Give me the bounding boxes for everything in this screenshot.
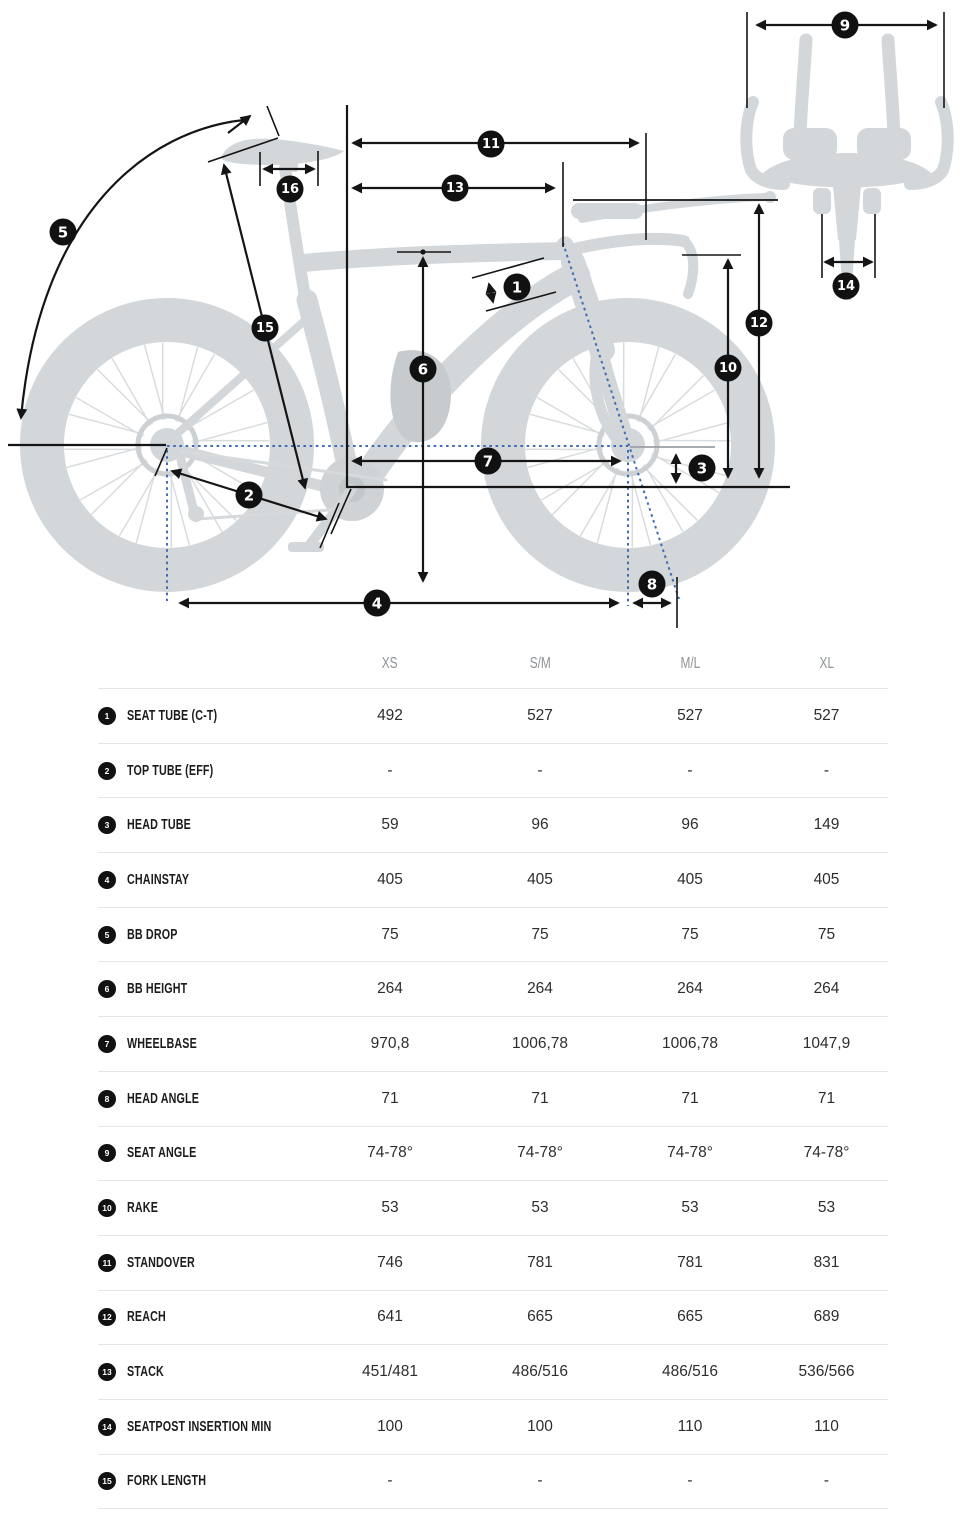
- row-label-cell: [98, 1144, 315, 1162]
- bike-silhouette: [42, 40, 948, 570]
- row-number-badge: 8: [98, 1090, 116, 1108]
- table-row-rake: [98, 1180, 888, 1235]
- row-label-cell: [98, 926, 315, 944]
- row-number-badge: 5: [98, 926, 116, 944]
- wheel-spoke: [178, 348, 198, 422]
- column-header-label: XS: [382, 655, 398, 672]
- marker-number: 16: [280, 182, 300, 197]
- marker-number: 2: [243, 486, 255, 505]
- geometry-table: [98, 640, 888, 1509]
- row-number-badge: 11: [98, 1254, 116, 1272]
- value-cell: -: [387, 761, 393, 779]
- row-label-cell: [98, 1035, 315, 1053]
- value-cell: 536/566: [798, 1363, 855, 1381]
- armrest-pad: [571, 203, 643, 219]
- value-cell: 74-78°: [367, 1144, 413, 1162]
- column-header-ml: [615, 655, 765, 673]
- row-label: [127, 1473, 234, 1489]
- diagram-marker-12: [746, 310, 773, 337]
- diagram-marker-14: [833, 273, 860, 300]
- row-number-badge: 7: [98, 1035, 116, 1053]
- row-label: [127, 927, 195, 943]
- value-cell: 74-78°: [803, 1144, 850, 1162]
- marker-number: 8: [646, 575, 658, 594]
- diagram-marker-16: [277, 176, 304, 203]
- marker-number: 13: [445, 181, 465, 196]
- wheel-spoke: [81, 462, 147, 500]
- value-cell: 100: [377, 1417, 403, 1435]
- marker-number: 6: [417, 360, 429, 379]
- value-cell: 264: [813, 980, 840, 998]
- armrest-right: [857, 128, 911, 160]
- row-label: [127, 1145, 221, 1161]
- value-cell: 781: [527, 1253, 553, 1271]
- value-cell: 1006,78: [511, 1034, 569, 1052]
- row-label-text: FORK LENGTH: [127, 1473, 207, 1490]
- value-cell: 405: [677, 870, 703, 888]
- value-cell: 264: [527, 980, 553, 998]
- row-label-cell: [98, 1472, 315, 1490]
- marker-number: 10: [718, 361, 738, 376]
- row-label: [127, 1036, 221, 1052]
- row-label-cell: [98, 1418, 315, 1436]
- value-cell: 405: [813, 870, 840, 888]
- value-cell: 59: [381, 816, 399, 834]
- row-label-cell: [98, 980, 315, 998]
- value-cell: 96: [531, 816, 549, 834]
- wheel-spoke: [70, 415, 144, 435]
- value-cell: 486/516: [661, 1363, 719, 1381]
- row-label-text: STACK: [127, 1364, 164, 1381]
- row-label: [127, 981, 209, 997]
- marker-number: 3: [696, 459, 708, 478]
- row-label-text: STANDOVER: [127, 1254, 195, 1271]
- row-number-badge: 6: [98, 980, 116, 998]
- value-cell: 100: [527, 1417, 553, 1435]
- diagram-marker-11: [478, 131, 505, 158]
- wheel-spoke: [67, 447, 141, 467]
- value-cell: -: [823, 761, 830, 779]
- column-header-sm: [465, 655, 615, 673]
- value-cell: 75: [681, 925, 699, 943]
- table-row-seat-tube-c-t: [98, 688, 888, 743]
- row-label-cell: [98, 762, 315, 780]
- wheel-spoke: [648, 390, 714, 428]
- row-label-text: RAKE: [127, 1200, 158, 1217]
- row-label: [127, 872, 211, 888]
- marker-number: 15: [255, 321, 275, 336]
- table-row-bb-drop: [98, 907, 888, 962]
- value-cell: -: [823, 1472, 830, 1490]
- value-cell: 492: [377, 706, 403, 724]
- table-row-wheelbase: [98, 1016, 888, 1071]
- row-label-text: CHAINSTAY: [127, 871, 190, 888]
- value-cell: 110: [677, 1417, 703, 1435]
- table-row-chainstay: [98, 852, 888, 907]
- row-label-text: SEAT TUBE (C-T): [127, 707, 218, 724]
- row-label: [127, 708, 249, 724]
- value-cell: 264: [677, 980, 703, 998]
- value-cell: 71: [381, 1089, 399, 1107]
- value-cell: 74-78°: [667, 1144, 713, 1162]
- wheel-spoke: [145, 345, 165, 419]
- wheel-spoke: [531, 415, 605, 435]
- value-cell: 665: [677, 1308, 703, 1326]
- column-header-label: S/M: [529, 655, 551, 672]
- wheel-spoke: [654, 423, 728, 443]
- wheel-spoke: [598, 469, 618, 543]
- diagram-marker-6: [410, 356, 437, 383]
- table-row-stack: [98, 1344, 888, 1399]
- value-cell: 53: [681, 1199, 699, 1217]
- row-label: [127, 817, 213, 833]
- value-cell: 71: [681, 1089, 699, 1107]
- value-cell: 665: [527, 1308, 553, 1326]
- table-row-head-angle: [98, 1071, 888, 1126]
- wheel-spoke: [137, 469, 157, 543]
- row-label-text: SEATPOST INSERTION MIN: [127, 1418, 272, 1435]
- marker-number: 11: [481, 137, 501, 152]
- value-cell: 451/481: [361, 1363, 419, 1381]
- diagram-marker-7: [475, 448, 502, 475]
- basebar-front-view: [762, 153, 932, 188]
- stem-front-view: [833, 186, 861, 240]
- value-cell: 831: [813, 1253, 840, 1271]
- value-cell: 110: [814, 1417, 839, 1435]
- row-label-cell: [98, 1090, 315, 1108]
- diagram-marker-13: [442, 175, 469, 202]
- value-cell: 527: [677, 706, 703, 724]
- row-number-badge: 2: [98, 762, 116, 780]
- value-cell: 405: [377, 870, 403, 888]
- value-cell: 1006,78: [661, 1034, 719, 1052]
- column-header-label: M/L: [680, 655, 700, 672]
- value-cell: 96: [681, 816, 699, 834]
- marker-number: 14: [836, 279, 856, 294]
- diagram-marker-1: [504, 274, 531, 301]
- wheel-spoke: [193, 423, 267, 443]
- diagram-marker-15: [252, 315, 279, 342]
- row-label-cell: [98, 1363, 315, 1381]
- row-label-text: BB HEIGHT: [127, 981, 188, 998]
- wheel-spoke: [639, 348, 659, 422]
- column-header-label: XL: [819, 655, 834, 672]
- value-cell: 75: [531, 925, 549, 943]
- table-row-fork-length: [98, 1454, 888, 1509]
- value-cell: 527: [813, 706, 840, 724]
- value-cell: 264: [377, 980, 403, 998]
- wheel-spoke: [112, 359, 150, 425]
- value-cell: 970,8: [370, 1034, 410, 1052]
- diagram-marker-4: [364, 590, 391, 617]
- armrest-left: [783, 128, 837, 160]
- value-cell: 641: [377, 1308, 403, 1326]
- row-label-cell: [98, 1199, 315, 1217]
- row-label-cell: [98, 1254, 315, 1272]
- marker-number: 4: [371, 594, 383, 613]
- value-cell: 75: [817, 925, 836, 943]
- value-cell: 689: [813, 1308, 840, 1326]
- marker-number: 5: [57, 223, 69, 242]
- value-cell: -: [537, 1472, 543, 1490]
- row-label: [127, 1364, 177, 1380]
- row-label: [127, 763, 244, 779]
- value-cell: 53: [531, 1199, 549, 1217]
- table-row-head-tube: [98, 797, 888, 852]
- row-label-cell: [98, 816, 315, 834]
- value-cell: 746: [377, 1253, 403, 1271]
- row-number-badge: 3: [98, 816, 116, 834]
- diagram-marker-8: [639, 571, 666, 598]
- value-cell: -: [537, 761, 543, 779]
- row-number-badge: 4: [98, 871, 116, 889]
- row-number-badge: 1: [98, 707, 116, 725]
- value-cell: 71: [531, 1089, 549, 1107]
- table-row-standover: [98, 1235, 888, 1290]
- row-number-badge: 12: [98, 1308, 116, 1326]
- row-label-text: WHEELBASE: [127, 1035, 197, 1052]
- marker-number: 9: [839, 16, 851, 35]
- table-row-seatpost-insertion-min: [98, 1399, 888, 1454]
- row-label-cell: [98, 871, 315, 889]
- column-header-xs: [315, 655, 465, 673]
- row-number-badge: 9: [98, 1144, 116, 1162]
- column-header-xl: [765, 655, 888, 673]
- wheel-spoke: [630, 471, 650, 545]
- table-row-reach: [98, 1290, 888, 1345]
- measure-5-arrowtip: [228, 116, 250, 133]
- diagram-marker-10: [715, 355, 742, 382]
- wheel-spoke: [542, 462, 608, 500]
- row-label-text: HEAD TUBE: [127, 817, 191, 834]
- value-cell: -: [387, 1472, 393, 1490]
- value-cell: 781: [677, 1253, 703, 1271]
- value-cell: 53: [817, 1199, 836, 1217]
- extension-mount-left: [813, 188, 831, 214]
- value-cell: -: [687, 1472, 693, 1490]
- diagram-marker-3: [689, 455, 716, 482]
- value-cell: 149: [813, 816, 840, 834]
- pedal: [288, 542, 324, 552]
- value-cell: 75: [381, 925, 399, 943]
- value-cell: 405: [527, 870, 553, 888]
- diagram-marker-5: [50, 219, 77, 246]
- row-label-cell: [98, 707, 315, 725]
- saddle-tick-short: [267, 106, 279, 136]
- table-row-top-tube-eff: [98, 743, 888, 798]
- marker-number: 1: [511, 278, 523, 297]
- value-cell: 527: [527, 706, 553, 724]
- bike-geometry-diagram: [0, 0, 968, 645]
- row-label-cell: [98, 1308, 315, 1326]
- value-cell: 486/516: [511, 1363, 569, 1381]
- value-cell: 1047,9: [802, 1034, 851, 1052]
- wheel-spoke: [528, 447, 602, 467]
- row-label: [127, 1419, 322, 1435]
- row-label-text: HEAD ANGLE: [127, 1090, 200, 1107]
- row-number-badge: 10: [98, 1199, 116, 1217]
- row-label: [127, 1255, 219, 1271]
- measure-1: [489, 284, 493, 302]
- row-number-badge: 15: [98, 1472, 116, 1490]
- row-label: [127, 1200, 169, 1216]
- row-label-text: REACH: [127, 1309, 166, 1326]
- table-row-seat-angle: [98, 1126, 888, 1181]
- value-cell: 71: [817, 1089, 836, 1107]
- shifter-pod: [764, 191, 776, 203]
- diagram-marker-2: [236, 482, 263, 509]
- marker-number: 7: [482, 452, 494, 471]
- value-cell: 53: [381, 1199, 399, 1217]
- table-row-bb-height: [98, 961, 888, 1016]
- row-label: [127, 1309, 180, 1325]
- value-cell: -: [687, 761, 693, 779]
- row-number-badge: 14: [98, 1418, 116, 1436]
- diagram-marker-9: [832, 12, 859, 39]
- extension-mount-right: [863, 188, 881, 214]
- derailleur-cage: [188, 506, 204, 522]
- measure-6-dot: [420, 249, 425, 254]
- geometry-table-header: [98, 640, 888, 688]
- row-label-text: SEAT ANGLE: [127, 1145, 197, 1162]
- row-number-badge: 13: [98, 1363, 116, 1381]
- value-cell: 74-78°: [517, 1144, 563, 1162]
- row-label-text: TOP TUBE (EFF): [127, 762, 214, 779]
- row-label: [127, 1091, 224, 1107]
- row-label-text: BB DROP: [127, 926, 178, 943]
- marker-number: 12: [749, 316, 769, 331]
